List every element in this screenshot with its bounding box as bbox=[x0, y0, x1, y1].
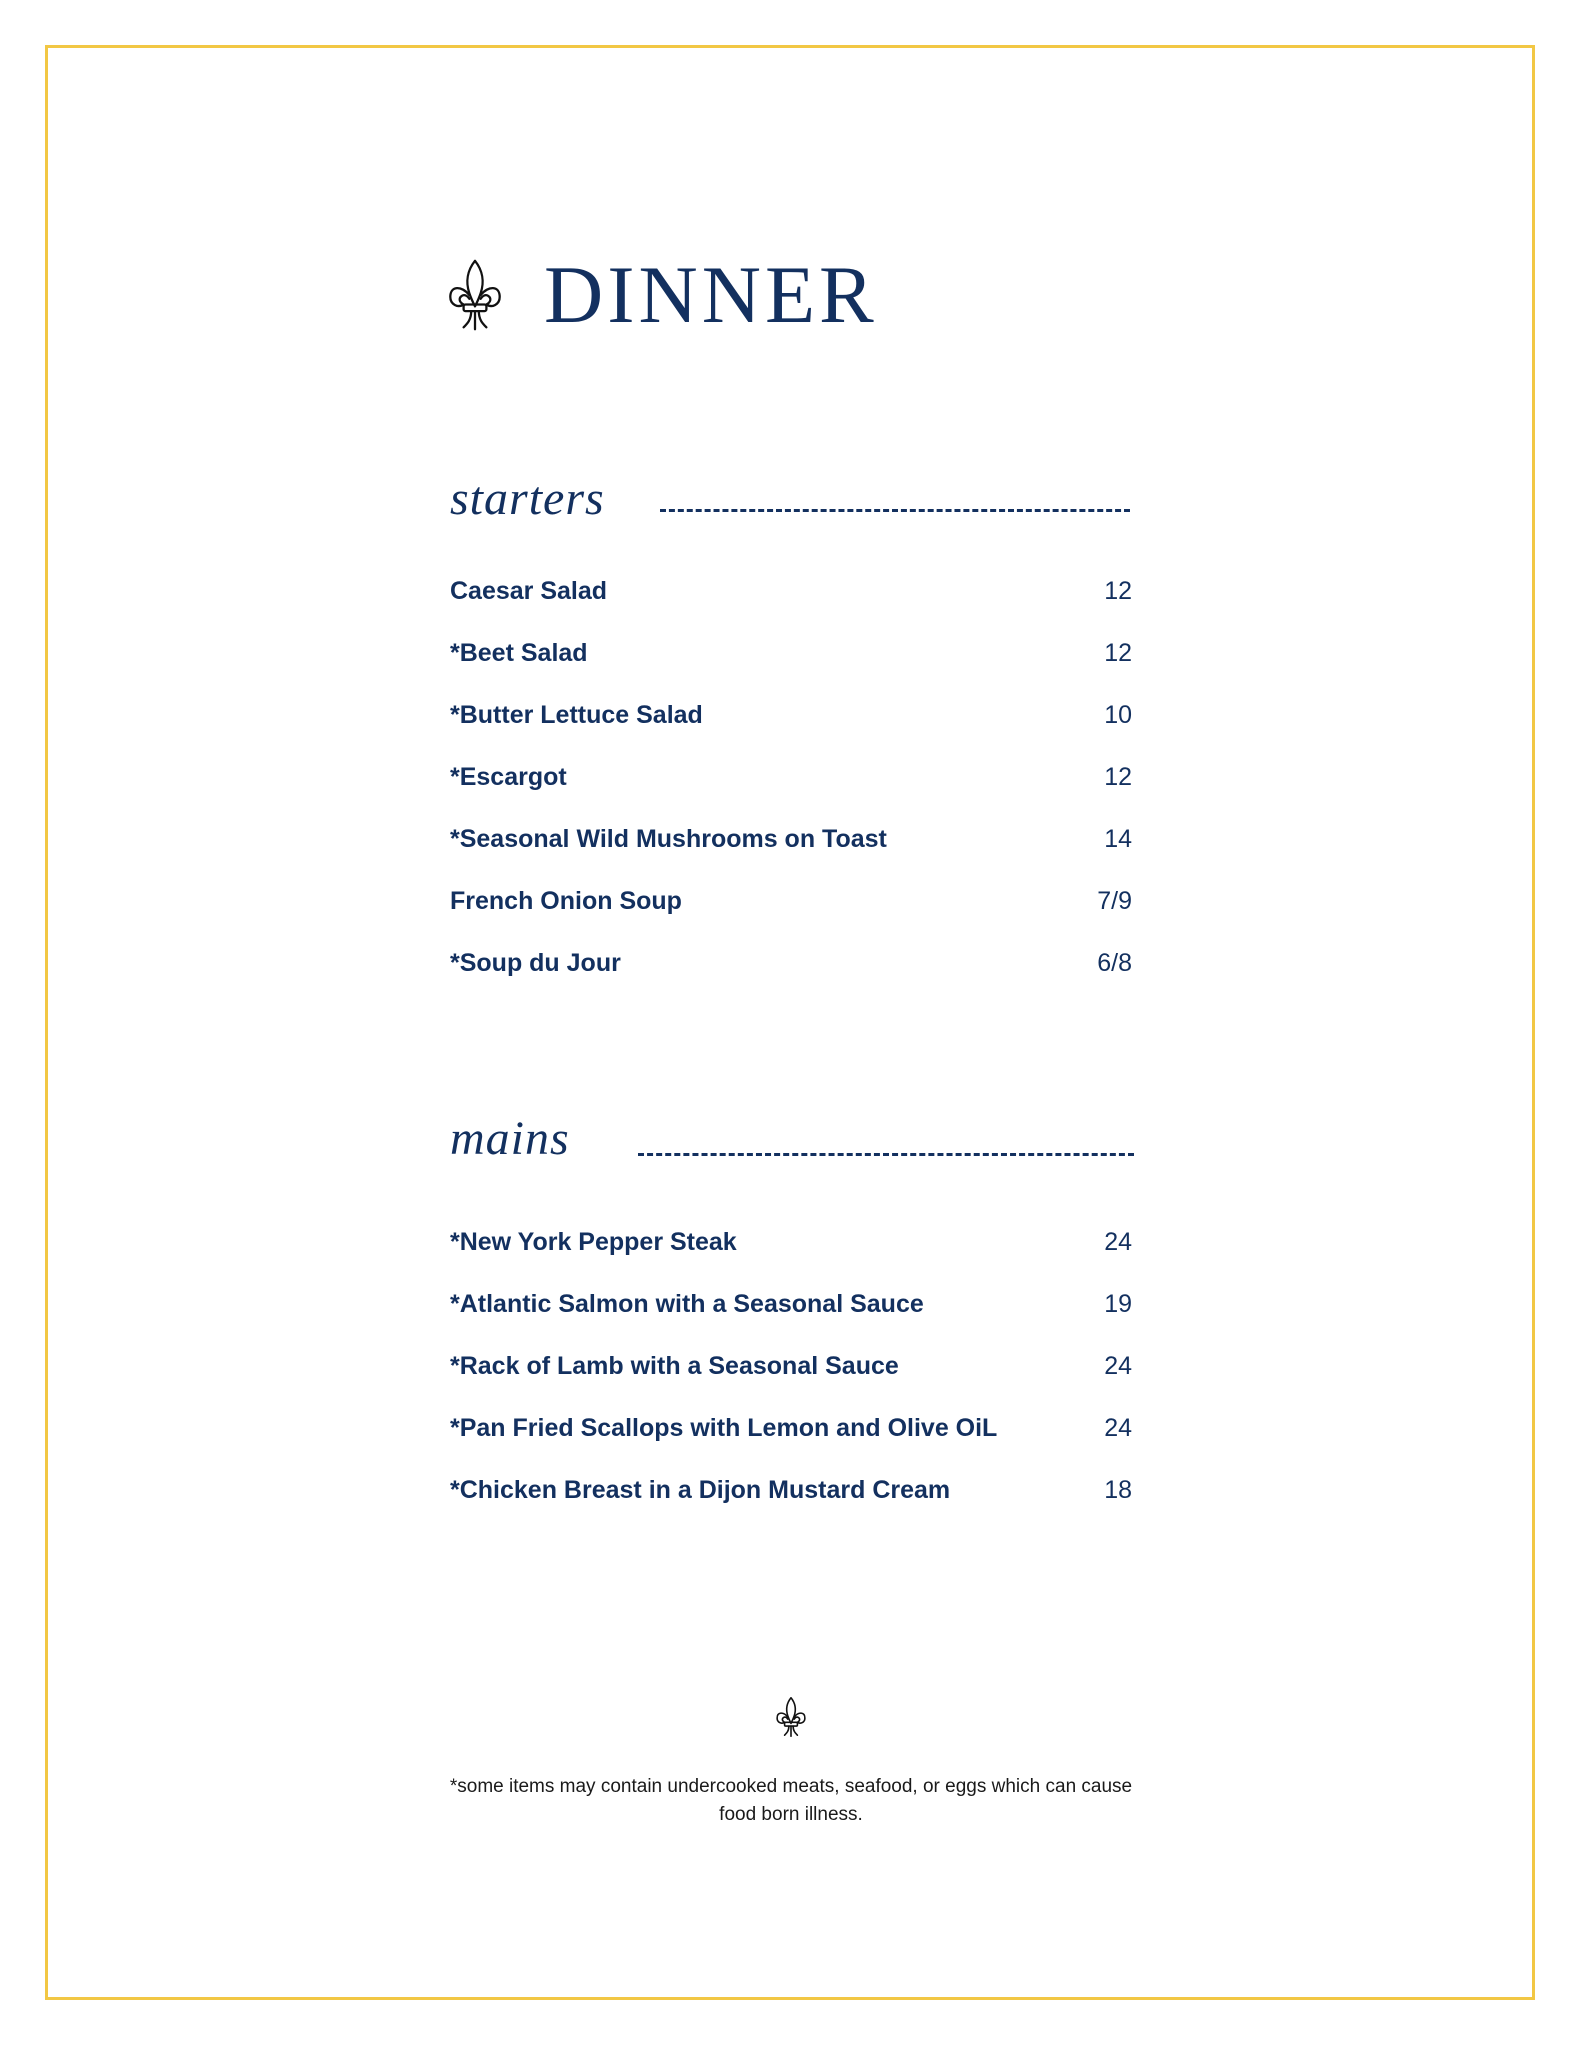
item-name: *Escargot bbox=[450, 763, 567, 791]
item-name: *Rack of Lamb with a Seasonal Sauce bbox=[450, 1352, 899, 1380]
item-price: 12 bbox=[1104, 763, 1132, 791]
item-price: 7/9 bbox=[1097, 887, 1132, 915]
menu-item bbox=[450, 825, 1132, 865]
item-price: 19 bbox=[1104, 1290, 1132, 1318]
menu-item bbox=[450, 949, 1132, 989]
page-title: DINNER bbox=[544, 249, 878, 340]
item-price: 24 bbox=[1104, 1352, 1132, 1380]
menu-item bbox=[450, 1228, 1132, 1268]
item-name: French Onion Soup bbox=[450, 887, 682, 915]
item-name: *Chicken Breast in a Dijon Mustard Cream bbox=[450, 1476, 951, 1504]
item-price: 6/8 bbox=[1097, 949, 1132, 977]
menu-item bbox=[450, 701, 1132, 741]
dashed-divider bbox=[660, 509, 1130, 512]
item-name: *Butter Lettuce Salad bbox=[450, 701, 703, 729]
menu-item bbox=[450, 1476, 1132, 1516]
fleur-de-lis-icon bbox=[446, 257, 504, 333]
item-price: 12 bbox=[1104, 577, 1132, 605]
menu-item bbox=[450, 887, 1132, 927]
dashed-divider bbox=[638, 1153, 1134, 1156]
section-header-starters bbox=[450, 472, 1130, 545]
item-name: *New York Pepper Steak bbox=[450, 1228, 737, 1256]
item-price: 12 bbox=[1104, 639, 1132, 667]
menu-item bbox=[450, 639, 1132, 679]
item-name: *Seasonal Wild Mushrooms on Toast bbox=[450, 825, 887, 853]
menu-item bbox=[450, 1352, 1132, 1392]
item-name: *Atlantic Salmon with a Seasonal Sauce bbox=[450, 1290, 924, 1318]
menu-item bbox=[450, 1290, 1132, 1330]
item-price: 18 bbox=[1104, 1476, 1132, 1504]
item-price: 10 bbox=[1104, 701, 1132, 729]
menu-header bbox=[446, 245, 878, 345]
section-header-mains bbox=[450, 1112, 1130, 1185]
allergen-note: *some items may contain undercooked meats, seafood, or eggs which can cause food born illness. bbox=[449, 1776, 1133, 1825]
section-title: mains bbox=[450, 1112, 570, 1165]
item-name: *Beet Salad bbox=[450, 639, 588, 667]
item-price: 24 bbox=[1104, 1228, 1132, 1256]
item-price: 14 bbox=[1104, 825, 1132, 853]
item-name: *Pan Fried Scallops with Lemon and Olive OiL bbox=[450, 1414, 998, 1442]
fleur-de-lis-icon bbox=[775, 1695, 807, 1739]
item-name: Caesar Salad bbox=[450, 577, 608, 605]
section-title: starters bbox=[450, 472, 605, 525]
item-price: 24 bbox=[1104, 1414, 1132, 1442]
menu-item bbox=[450, 763, 1132, 803]
menu-item bbox=[450, 1414, 1132, 1454]
menu-item bbox=[450, 577, 1132, 617]
item-name: *Soup du Jour bbox=[450, 949, 621, 977]
